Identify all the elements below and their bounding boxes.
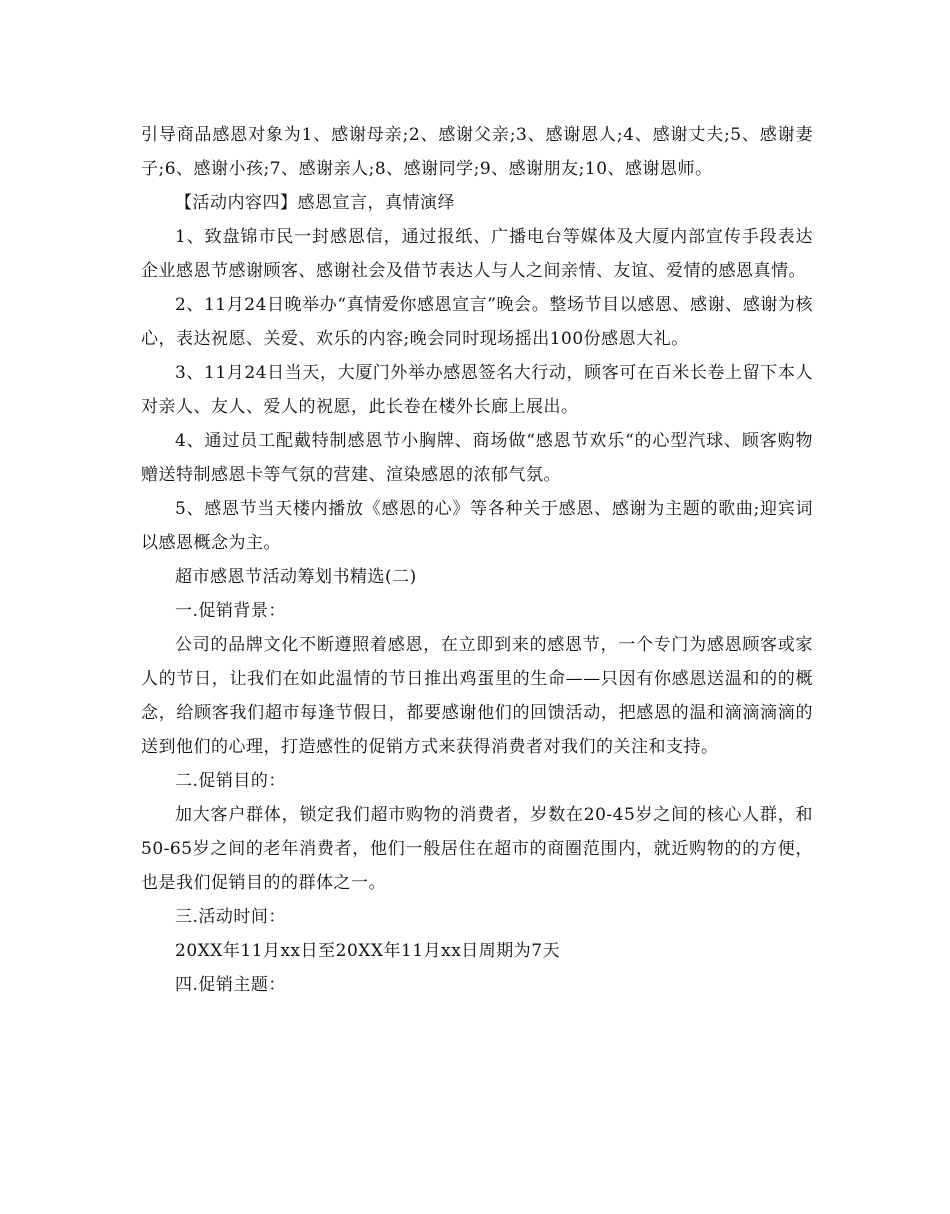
paragraph-item-5: 5、感恩节当天楼内播放《感恩的心》等各种关于感恩、感谢为主题的歌曲;迎宾词以感恩概念为主。 — [141, 499, 813, 553]
heading-activity-time: 三.活动时间： — [175, 907, 286, 927]
section-title-part-two: 超市感恩节活动筹划书精选(二) — [175, 567, 417, 587]
heading-promotion-purpose: 二.促销目的： — [175, 771, 286, 791]
heading-promotion-theme: 四.促销主题： — [175, 975, 286, 995]
paragraph-item-4: 4、通过员工配戴特制感恩节小胸牌、商场做“感恩节欢乐“的心型汽球、顾客购物赠送特制感恩卡等气氛的营建、渲染感恩的浓郁气氛。 — [141, 431, 813, 485]
document-page — [141, 118, 813, 1002]
paragraph-promotion-background: 公司的品牌文化不断遵照着感恩，在立即到来的感恩节，一个专门为感恩顾客或家人的节日，让我们在如此温情的节日推出鸡蛋里的生命——只因有你感恩送温和的的概念，给顾客我们超市每逢节假日，都要感谢他们的回馈活动，把感恩的温和滴滴滴滴的送到他们的心理，打造感性的促销方式来获得消费者对我们的关注和支持。 — [141, 635, 813, 757]
paragraph-promotion-purpose: 加大客户群体，锁定我们超市购物的消费者，岁数在20-45岁之间的核心人群，和50-65岁之间的老年消费者，他们一般居住在超市的商圈范围内，就近购物的的方便，也是我们促销目的的群体之一。 — [141, 805, 813, 893]
section-heading-activity-four: 【活动内容四】感恩宣言，真情演绎 — [175, 193, 455, 213]
paragraph-item-2: 2、11月24日晚举办“真情爱你感恩宣言”晚会。整场节目以感恩、感谢、感谢为核心，表达祝愿、关爱、欢乐的内容;晚会同时现场摇出100份感恩大礼。 — [141, 295, 813, 349]
paragraph-item-3: 3、11月24日当天，大厦门外举办感恩签名大行动，顾客可在百米长卷上留下本人对亲人、友人、爱人的祝愿，此长卷在楼外长廊上展出。 — [141, 363, 813, 417]
paragraph-activity-time: 20XX年11月xx日至20XX年11月xx日周期为7天 — [175, 941, 561, 961]
heading-promotion-background: 一.促销背景： — [175, 601, 286, 621]
paragraph-thanks-targets: 引导商品感恩对象为1、感谢母亲;2、感谢父亲;3、感谢恩人;4、感谢丈夫;5、感谢妻子;6、感谢小孩;7、感谢亲人;8、感谢同学;9、感谢朋友;10、感谢恩师。 — [141, 125, 813, 179]
paragraph-item-1: 1、致盘锦市民一封感恩信，通过报纸、广播电台等媒体及大厦内部宣传手段表达企业感恩节感谢顾客、感谢社会及借节表达人与人之间亲情、友谊、爱情的感恩真情。 — [141, 227, 813, 281]
